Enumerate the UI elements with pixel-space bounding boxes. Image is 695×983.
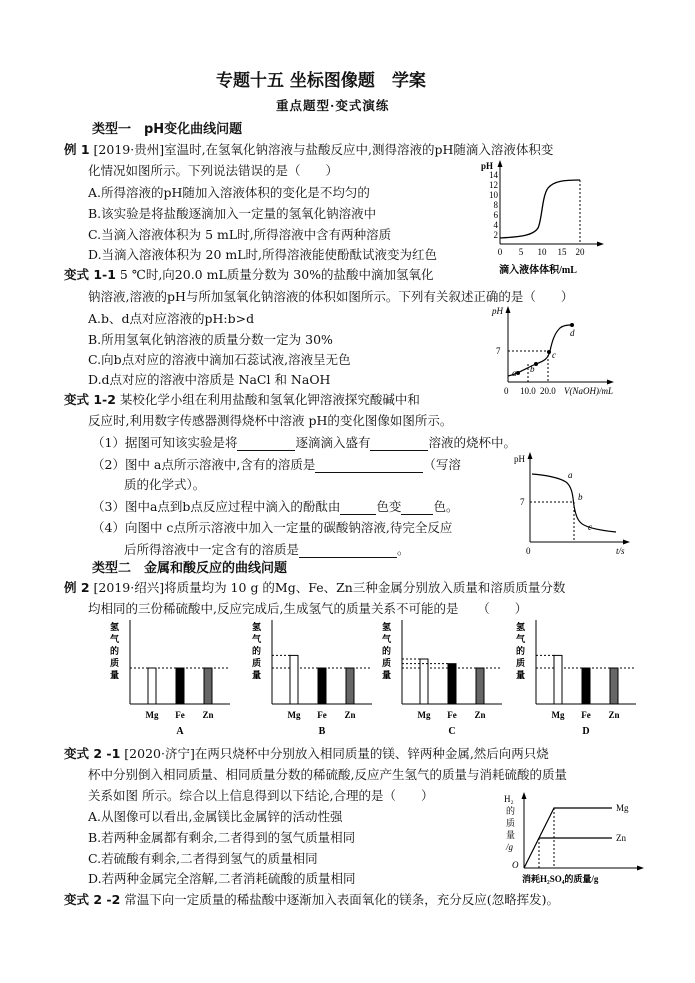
fill-prompt: 溶液的烧杯中。 — [428, 435, 516, 450]
option-label: D — [582, 726, 590, 737]
x-tick: 20 — [575, 247, 585, 257]
y-axis-label: 的 — [506, 806, 516, 816]
fill-prompt: 质的化学式）。 — [124, 477, 206, 492]
option-c: C.若硫酸有剩余,二者得到氢气的质量相同 — [88, 851, 318, 866]
series-label-mg: Mg — [616, 803, 629, 813]
point-label: d — [570, 328, 575, 338]
y-tick: 14 — [489, 170, 498, 180]
bar-chart-option — [382, 620, 502, 737]
y-axis-label: 气 — [110, 634, 120, 644]
y-tick: 7 — [496, 346, 501, 356]
option-a: A.b、d点对应溶液的pH:b>d — [88, 311, 255, 326]
bar-zn — [476, 668, 484, 704]
y-axis-label: 的 — [252, 646, 262, 656]
ph-curve-chart-2 — [488, 304, 618, 404]
y-tick: 10 — [489, 190, 498, 200]
question-stem: 关系如图 所示。综合以上信息得到以下结论,合理的是（ ） — [88, 788, 434, 803]
y-tick: 6 — [493, 210, 498, 220]
answer-blank[interactable] — [299, 544, 397, 558]
y-axis-label: 量 — [110, 670, 120, 680]
x-tick: 15 — [557, 247, 567, 257]
y-axis-label: 质 — [516, 658, 526, 668]
question-label: 变式 1-1 — [64, 267, 116, 282]
series-label-zn: Zn — [616, 833, 626, 843]
y-axis-label: H₂ — [504, 794, 514, 804]
question-stem: 钠溶液,溶液的pH与所加氢氧化钠溶液的体积如图所示。下列有关叙述正确的是（ ） — [88, 289, 574, 304]
x-tick: 5 — [518, 247, 524, 257]
point-label: a — [568, 470, 573, 480]
y-axis-label: 量 — [382, 670, 392, 680]
fill-prompt: 后所得溶液中一定含有的溶质是 — [124, 542, 300, 557]
metal-label: Zn — [608, 710, 620, 720]
x-tick: 10.0 — [520, 386, 536, 396]
x-axis-label: 消耗H₂SO₄的质量/g — [522, 874, 599, 884]
question-stem: 反应时,利用数字传感器测得烧杯中溶液 pH的变化图像如图所示。 — [88, 413, 453, 428]
fill-prompt: （1）据图可知该实验是将 — [92, 435, 238, 450]
y-axis-label: 气 — [382, 634, 392, 644]
y-axis-label: 质 — [506, 818, 516, 828]
y-axis-label: 量 — [516, 670, 526, 680]
y-axis-label: 的 — [516, 646, 526, 656]
ph-curve-chart-1 — [478, 158, 608, 282]
metal-label: Mg — [145, 710, 159, 720]
question-label: 例 1 — [64, 142, 90, 157]
question-stem: [2019·贵州]室温时,在氢氧化钠溶液与盐酸反应中,测得溶液的pH随滴入溶液体积变 — [93, 142, 554, 157]
question-label: 变式 1-2 — [64, 392, 116, 407]
option-d: D.d点对应的溶液中溶质是 NaCl 和 NaOH — [88, 372, 331, 387]
y-axis-label: 氢 — [252, 622, 262, 632]
option-b: B.所用氢氧化钠溶液的质量分数一定为 30% — [88, 332, 333, 347]
bar-chart-option — [110, 620, 230, 737]
y-axis-label: 质 — [110, 658, 120, 668]
ph-curve-chart-3 — [516, 448, 636, 560]
y-tick: 12 — [489, 180, 498, 190]
metal-label: Fe — [175, 710, 185, 720]
point-label: c — [552, 350, 556, 360]
y-axis-label: 的 — [110, 646, 120, 656]
fill-prompt: 色。 — [433, 499, 459, 514]
x-tick: 20.0 — [540, 386, 556, 396]
bar-mg — [554, 655, 562, 704]
bar-zn — [346, 668, 354, 704]
x-tick: 10 — [537, 247, 547, 257]
point-label: c — [588, 522, 592, 532]
question-stem: 5 ℃时,向20.0 mL质量分数为 30%的盐酸中滴加氢氧化 — [119, 267, 434, 282]
bar-fe — [176, 668, 184, 704]
bar-zn — [610, 668, 618, 704]
question-stem: [2020·济宁]在两只烧杯中分别放入相同质量的镁、锌两种金属,然后向两只烧 — [124, 746, 549, 761]
fill-prompt: 逐滴滴入盛有 — [295, 435, 371, 450]
option-b: B.该实验是将盐酸逐滴加入一定量的氢氧化钠溶液中 — [88, 206, 377, 221]
metal-label: Fe — [447, 710, 457, 720]
origin-label: 0 — [526, 546, 531, 556]
fill-prompt: 。 — [397, 542, 410, 557]
bar-chart-option — [516, 620, 636, 737]
page-title: 专题十五 坐标图像题 学案 — [216, 71, 426, 91]
option-a: A.从图像可以看出,金属镁比金属锌的活动性强 — [88, 809, 343, 824]
y-axis-label: pH — [481, 161, 494, 171]
metal-label: Mg — [551, 710, 565, 720]
answer-blank[interactable] — [401, 501, 433, 515]
question-label: 变式 2 -1 — [64, 746, 121, 761]
bar-mg — [420, 659, 428, 704]
y-axis-label: pH — [514, 454, 525, 464]
y-tick: 2 — [493, 230, 498, 240]
point-label: b — [578, 492, 583, 502]
fill-prompt: （4）向图中 c点所示溶液中加入一定量的碳酸钠溶液,待完全反应 — [92, 520, 453, 535]
y-axis-label: 氢 — [516, 622, 526, 632]
metal-label: Fe — [317, 710, 327, 720]
y-tick: 7 — [520, 497, 525, 507]
x-axis-label: V(NaOH)/mL — [564, 386, 613, 396]
question-stem: [2019·绍兴]将质量均为 10 g 的Mg、Fe、Zn三种金属分别放入质量和溶质质量分数 — [93, 580, 566, 595]
option-label: A — [176, 726, 184, 737]
option-d: D.当滴入溶液体积为 20 mL时,所得溶液能使酚酞试液变为红色 — [88, 247, 438, 262]
fill-prompt: 色变 — [376, 499, 402, 514]
fill-prompt: （2）图中 a点所示溶液中,含有的溶质是 — [92, 457, 316, 472]
answer-blank[interactable] — [237, 437, 295, 451]
metal-label: Fe — [581, 710, 591, 720]
answer-blank[interactable] — [315, 459, 423, 473]
bar-fe — [318, 668, 326, 704]
y-tick: 4 — [493, 220, 498, 230]
y-axis-label: 量 — [506, 830, 516, 840]
y-axis-label: 质 — [382, 658, 392, 668]
y-tick: 8 — [493, 200, 498, 210]
y-axis-label: pH — [492, 306, 503, 316]
option-d: D.若两种金属完全溶解,二者消耗硫酸的质量相同 — [88, 871, 356, 886]
question-stem: 化情况如图所示。下列说法错误的是（ ） — [88, 163, 339, 178]
point-label: a — [512, 368, 517, 378]
option-c: C.当滴入溶液体积为 5 mL时,所得溶液中含有两种溶质 — [88, 227, 392, 242]
metal-label: Zn — [202, 710, 214, 720]
option-a: A.所得溶液的pH随加入溶液体积的变化是不均匀的 — [88, 185, 370, 200]
fill-prompt: （写溶 — [423, 457, 461, 472]
y-axis-label: 氢 — [382, 622, 392, 632]
bar-charts-row — [100, 618, 660, 740]
y-axis-label: 的 — [382, 646, 392, 656]
bar-zn — [204, 668, 212, 704]
question-label: 变式 2 -2 — [64, 892, 121, 907]
hydrogen-mass-bar-charts — [100, 618, 660, 740]
question-stem: 某校化学小组在利用盐酸和氢氧化钾溶液探究酸碱中和 — [119, 392, 420, 407]
metal-label: Mg — [417, 710, 431, 720]
point-label: b — [530, 364, 535, 374]
y-axis-label: 质 — [252, 658, 262, 668]
y-axis-label: 气 — [252, 634, 262, 644]
x-tick: 0 — [497, 247, 503, 257]
option-c: C.向b点对应的溶液中滴加石蕊试液,溶液呈无色 — [88, 352, 351, 367]
y-axis-label: 气 — [516, 634, 526, 644]
h2-mass-chart — [500, 790, 650, 886]
question-stem: 均相同的三份稀硫酸中,反应完成后,生成氢气的质量关系不可能的是 （ ） — [88, 601, 528, 616]
question-stem: 常温下向一定质量的稀盐酸中逐渐加入表面氧化的镁条，充分反应(忽略挥发)。 — [124, 892, 560, 907]
bar-mg — [148, 668, 156, 704]
ph-curve — [500, 180, 580, 238]
x-tick: 0 — [504, 386, 509, 396]
metal-label: Mg — [287, 710, 301, 720]
metal-label: Zn — [344, 710, 356, 720]
metal-label: Zn — [474, 710, 486, 720]
fill-prompt: （3）图中a点到b点反应过程中滴入的酚酞由 — [92, 499, 341, 514]
origin-label: O — [512, 860, 519, 870]
question-stem: 杯中分别倒入相同质量、相同质量分数的稀硫酸,反应产生氢气的质量与消耗硫酸的质量 — [88, 767, 567, 782]
y-axis-label: 氢 — [110, 622, 120, 632]
section-heading-1: 类型一 pH变化曲线问题 — [92, 122, 243, 137]
section-heading-2: 类型二 金属和酸反应的曲线问题 — [92, 561, 288, 576]
question-label: 例 2 — [64, 580, 90, 595]
bar-fe — [582, 668, 590, 704]
option-b: B.若两种金属都有剩余,二者得到的氢气质量相同 — [88, 830, 356, 845]
x-axis-label: t/s — [616, 546, 625, 556]
bar-chart-option — [252, 620, 372, 737]
x-axis-label: 滴入液体体积/mL — [499, 265, 577, 276]
answer-blank[interactable] — [340, 501, 376, 515]
answer-blank[interactable] — [370, 437, 428, 451]
option-label: C — [448, 726, 456, 737]
bar-fe — [448, 664, 456, 704]
y-axis-label: /g — [506, 842, 514, 852]
bar-mg — [290, 655, 298, 704]
page-subtitle: 重点题型·变式演练 — [276, 98, 390, 113]
option-label: B — [318, 726, 326, 737]
y-axis-label: 量 — [252, 670, 262, 680]
